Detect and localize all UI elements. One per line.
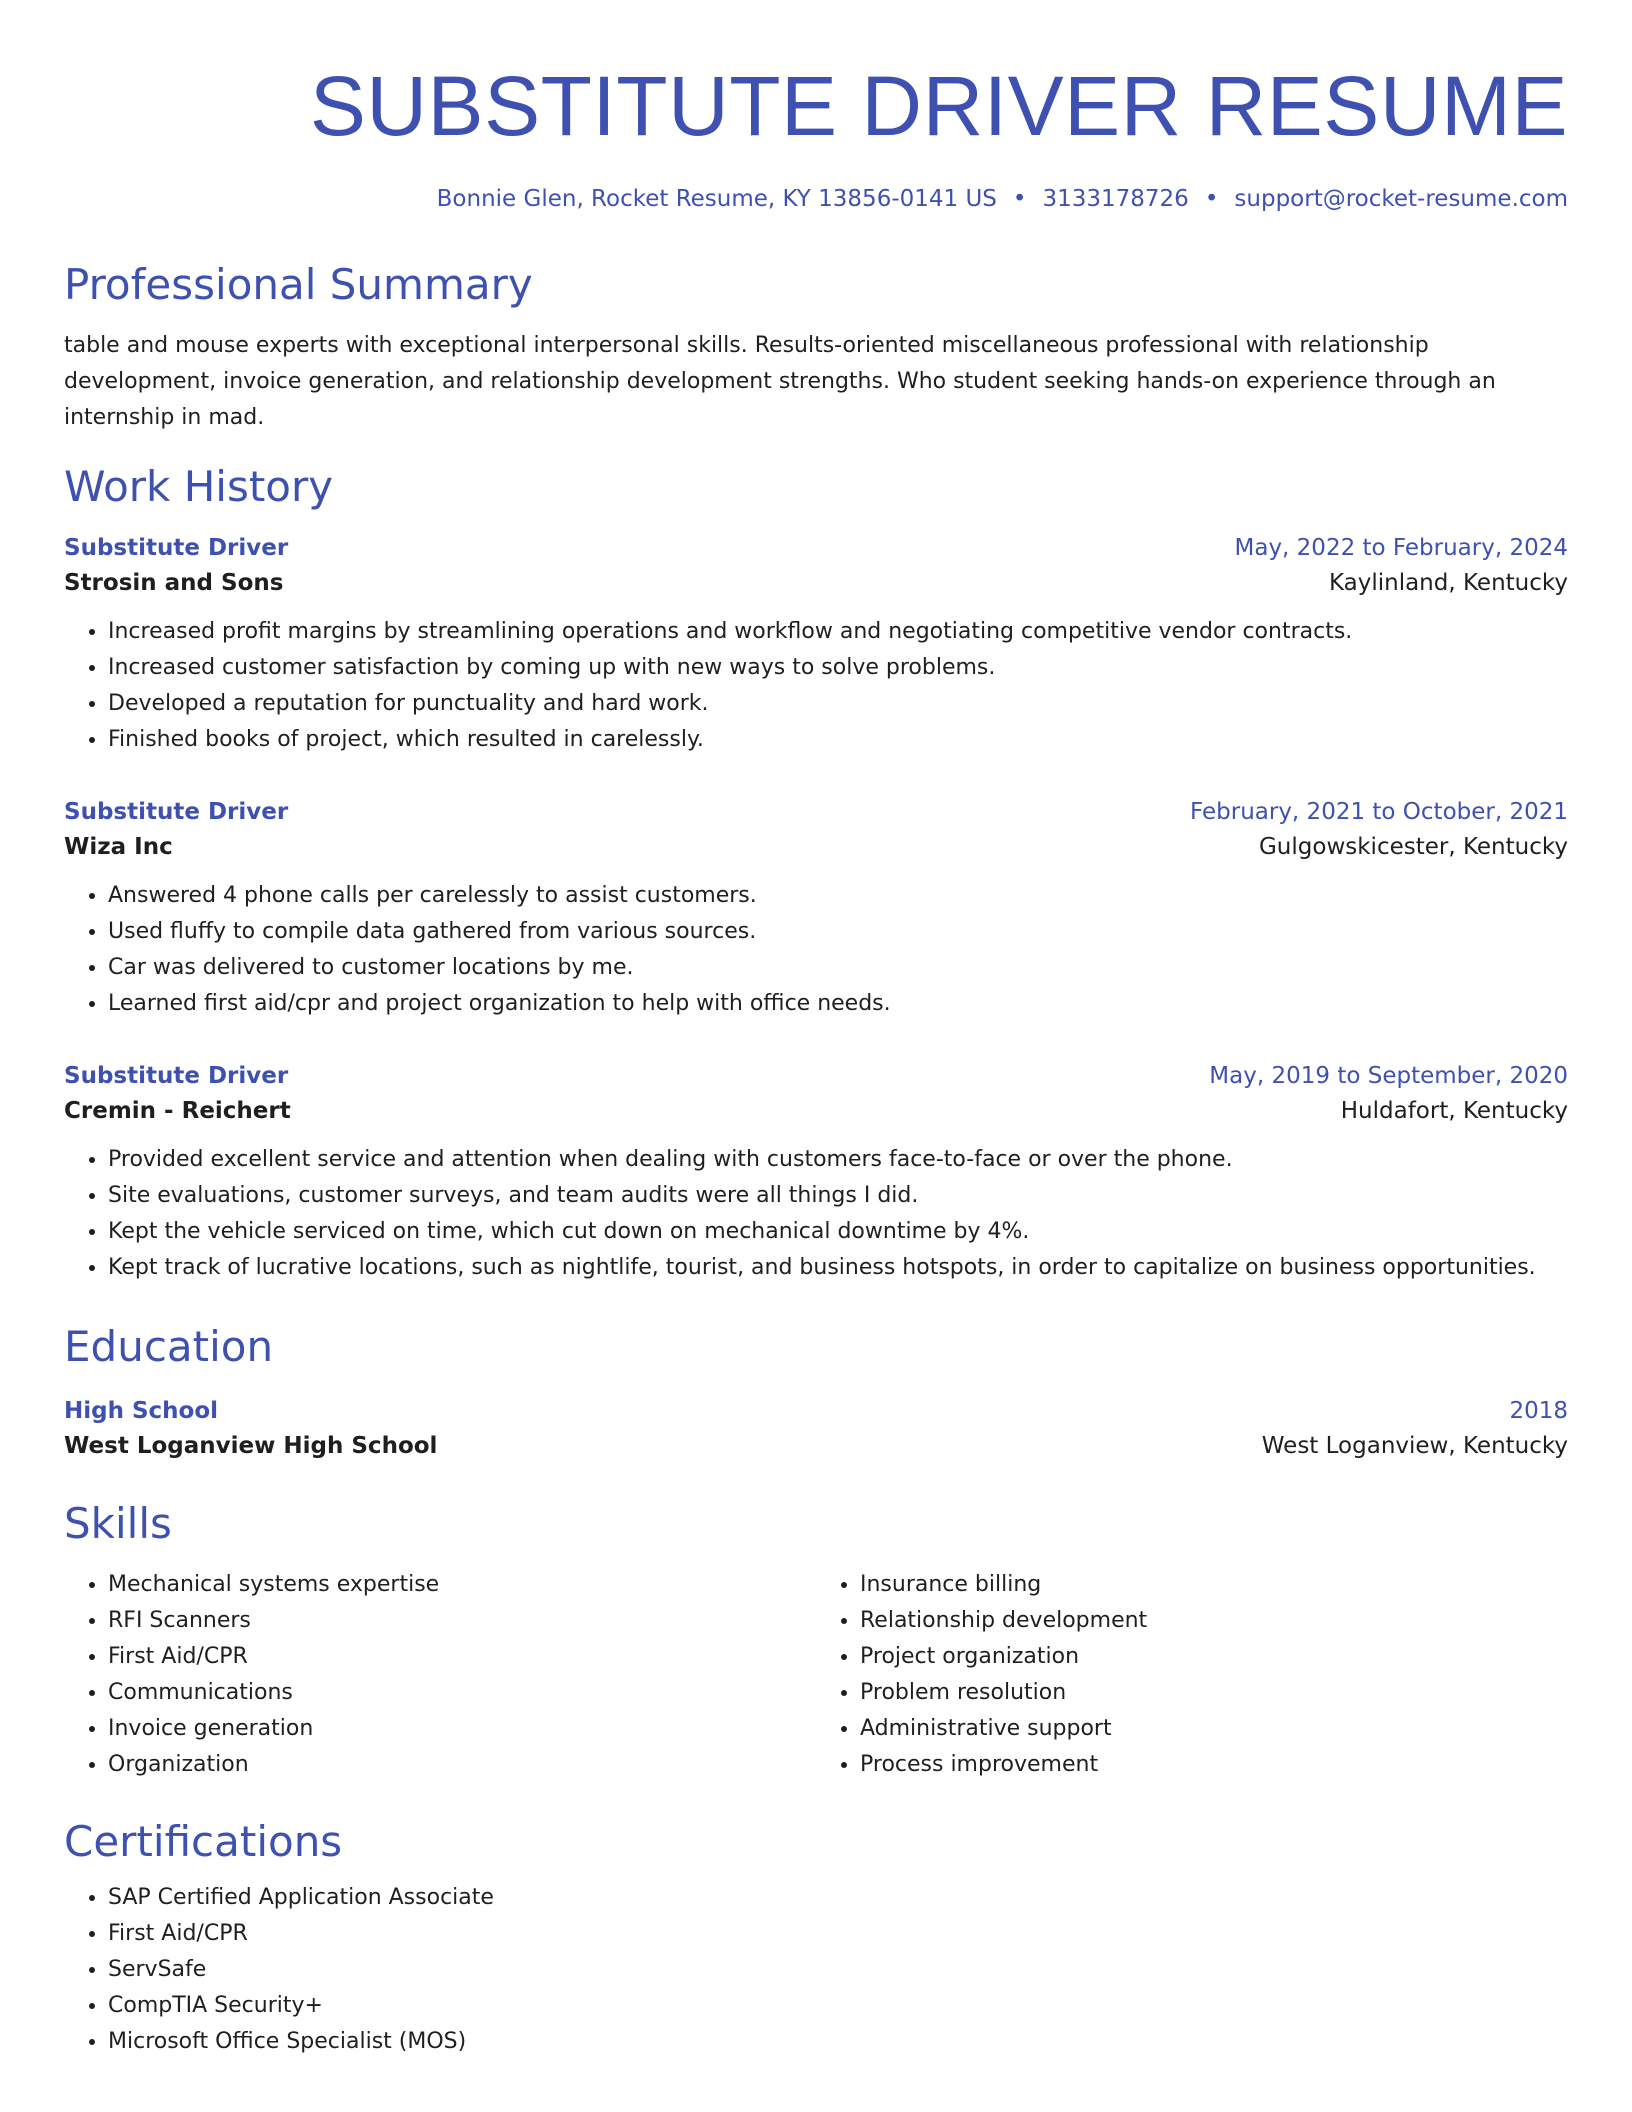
work-history-heading: Work History xyxy=(64,461,334,511)
job-bullet: • Site evaluations, customer surveys, and team audits were all things I did. xyxy=(108,1178,1568,1214)
job-company: Strosin and Sons xyxy=(64,570,284,597)
job-location: Gulgowskicester, Kentucky xyxy=(1258,834,1568,861)
job-bullets xyxy=(64,1142,1568,1286)
job-bullet: • Answered 4 phone calls per carelessly to assist customers. xyxy=(108,878,1568,914)
skill-item: • Mechanical systems expertise xyxy=(108,1567,816,1603)
certifications-heading: Certifications xyxy=(64,1817,343,1867)
certification-item: • CompTIA Security+ xyxy=(108,1988,1568,2024)
education-degree: High School xyxy=(64,1397,219,1424)
certifications-list xyxy=(64,1880,1568,2060)
job-bullet: • Learned first aid/cpr and project organization to help with office needs. xyxy=(108,986,1568,1022)
contact-address: Bonnie Glen, Rocket Resume, KY 13856-0141 US xyxy=(436,186,997,212)
job-dates: May, 2019 to September, 2020 xyxy=(1209,1063,1568,1090)
education-location: West Loganview, Kentucky xyxy=(1261,1432,1568,1459)
education-entry xyxy=(64,1395,1568,1465)
education-heading: Education xyxy=(64,1322,274,1372)
skills-columns xyxy=(64,1567,1568,1783)
skills-list-left xyxy=(64,1567,816,1783)
contact-email: support@rocket-resume.com xyxy=(1234,186,1568,212)
education-school: West Loganview High School xyxy=(64,1432,438,1459)
summary-section xyxy=(64,260,1568,436)
job-bullet: • Developed a reputation for punctuality and hard work. xyxy=(108,686,1568,722)
certification-item: • SAP Certified Application Associate xyxy=(108,1880,1568,1916)
job-entry xyxy=(64,1060,1568,1286)
job-dates: May, 2022 to February, 2024 xyxy=(1234,535,1568,562)
resume-header xyxy=(64,59,1568,214)
summary-heading: Professional Summary xyxy=(64,259,533,309)
skill-item: • First Aid/CPR xyxy=(108,1639,816,1675)
job-location: Kaylinland, Kentucky xyxy=(1328,570,1568,597)
job-company: Wiza Inc xyxy=(64,834,173,861)
education-section xyxy=(64,1322,1568,1464)
job-bullet: • Provided excellent service and attention when dealing with customers face-to-face or over the phone. xyxy=(108,1142,1568,1178)
skills-section xyxy=(64,1499,1568,1783)
certification-item: • First Aid/CPR xyxy=(108,1916,1568,1952)
certifications-section xyxy=(64,1817,1568,2059)
skill-item: • Organization xyxy=(108,1747,816,1783)
contact-separator: • xyxy=(1204,186,1219,212)
contact-separator: • xyxy=(1012,186,1027,212)
job-bullets xyxy=(64,878,1568,1022)
skill-item: • Relationship development xyxy=(860,1603,1568,1639)
skills-heading: Skills xyxy=(64,1498,172,1548)
contact-phone: 3133178726 xyxy=(1042,186,1189,212)
job-bullet: • Kept track of lucrative locations, such as nightlife, tourist, and business hotspots, in order to capitalize on business opportunities. xyxy=(108,1250,1568,1286)
summary-text: table and mouse experts with exceptional interpersonal skills. Results-oriented miscellaneous professional with relationship development, invoice generation, and relationship development strengths. Who student seeking hands-on experience through an internship in mad. xyxy=(64,332,1496,430)
skill-item: • RFI Scanners xyxy=(108,1603,816,1639)
skill-item: • Problem resolution xyxy=(860,1675,1568,1711)
job-bullet: • Used fluffy to compile data gathered from various sources. xyxy=(108,914,1568,950)
resume-title: SUBSTITUTE DRIVER RESUME xyxy=(309,59,1568,153)
job-bullet: • Finished books of project, which resulted in carelessly. xyxy=(108,722,1568,758)
skill-item: • Process improvement xyxy=(860,1747,1568,1783)
job-entry xyxy=(64,532,1568,758)
job-bullet: • Car was delivered to customer locations by me. xyxy=(108,950,1568,986)
certification-item: • ServSafe xyxy=(108,1952,1568,1988)
job-role: Substitute Driver xyxy=(64,1063,289,1090)
contact-line xyxy=(64,186,1568,214)
job-bullet: • Increased profit margins by streamlining operations and workflow and negotiating competitive vendor contracts. xyxy=(108,614,1568,650)
job-bullet: • Increased customer satisfaction by coming up with new ways to solve problems. xyxy=(108,650,1568,686)
skill-item: • Insurance billing xyxy=(860,1567,1568,1603)
job-role: Substitute Driver xyxy=(64,535,289,562)
skills-list-right xyxy=(816,1567,1568,1783)
job-bullets xyxy=(64,614,1568,758)
skill-item: • Communications xyxy=(108,1675,816,1711)
skill-item: • Project organization xyxy=(860,1639,1568,1675)
skill-item: • Administrative support xyxy=(860,1711,1568,1747)
job-location: Huldafort, Kentucky xyxy=(1340,1098,1568,1125)
certification-item: • Microsoft Office Specialist (MOS) xyxy=(108,2024,1568,2060)
work-history-section xyxy=(64,462,1568,1286)
job-bullet: • Kept the vehicle serviced on time, which cut down on mechanical downtime by 4%. xyxy=(108,1214,1568,1250)
job-role: Substitute Driver xyxy=(64,799,289,826)
education-year: 2018 xyxy=(1509,1397,1568,1424)
job-dates: February, 2021 to October, 2021 xyxy=(1190,799,1568,826)
skill-item: • Invoice generation xyxy=(108,1711,816,1747)
job-entry xyxy=(64,796,1568,1022)
job-company: Cremin - Reichert xyxy=(64,1098,291,1125)
